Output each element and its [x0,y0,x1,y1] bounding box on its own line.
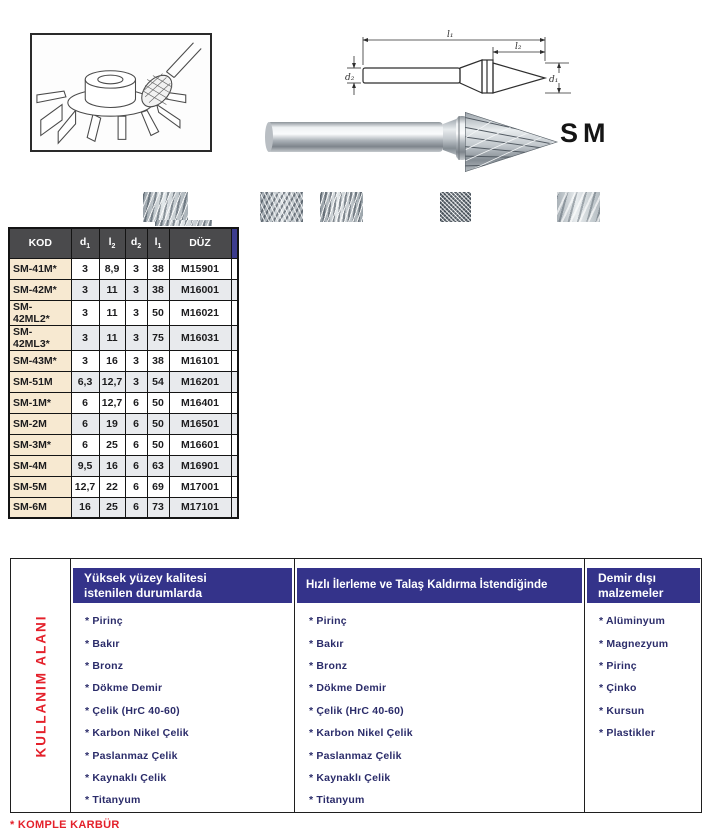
spec-value-cell: 50 [147,300,169,325]
spec-column-header: $l_1$ [147,228,169,258]
burr-texture-photo-3 [320,192,363,222]
spec-value-cell: M16031 [169,325,231,350]
spec-value-cell: M15901 [169,258,231,279]
usage-column [294,559,584,812]
spec-value-cell: M16201 [169,371,231,392]
spec-table-row [9,350,238,371]
usage-item: * Pirinç [599,659,637,672]
spec-value-cell: 50 [147,392,169,413]
spec-value-cell: 38 [147,258,169,279]
spec-code-cell: SM-1M* [9,392,71,413]
spec-value-cell: 54 [147,371,169,392]
spec-value-cell: 3 [125,371,147,392]
spec-value-cell: 50 [147,413,169,434]
usage-item: * Bronz [309,659,348,672]
clipped-next-cell [231,325,238,350]
usage-item: * Kursun [599,704,645,717]
clipped-next-cell [231,455,238,476]
usage-item: * Çelik (HrC 40-60) [309,704,404,717]
spec-table-row [9,497,238,518]
dimension-diagram [345,25,705,117]
product-photo-sm [253,106,588,188]
dim-label-d1: d₁ [549,75,559,85]
spec-value-cell: 75 [147,325,169,350]
spec-value-cell: 19 [99,413,125,434]
dim-label-d2: d₂ [345,73,355,83]
spec-value-cell: 69 [147,476,169,497]
spec-value-cell: 3 [71,258,99,279]
usage-side-column [11,559,71,812]
spec-value-cell: 3 [125,325,147,350]
usage-item: * Bakır [309,637,344,650]
spec-code-cell: SM-5M [9,476,71,497]
burr-texture-photo-1 [143,192,188,222]
usage-item: * Alüminyum [599,615,665,628]
spec-value-cell: 6 [125,476,147,497]
spec-code-cell: SM-43M* [9,350,71,371]
spec-value-cell: M16101 [169,350,231,371]
spec-value-cell: 3 [125,279,147,300]
spec-code-cell: SM-3M* [9,434,71,455]
spec-value-cell: 38 [147,279,169,300]
spec-value-cell: 12,7 [99,371,125,392]
clipped-next-cell [231,434,238,455]
usage-item: * Bronz [85,659,124,672]
usage-column-header: Hızlı İlerleme ve Talaş Kaldırma İstendiğinde [306,579,548,592]
spec-table-row [9,434,238,455]
spec-value-cell: M16501 [169,413,231,434]
spec-value-cell: 25 [99,434,125,455]
dim-label-l1: l₁ [447,30,454,40]
spec-header-row [9,228,238,258]
usage-item-list [585,603,702,744]
spec-column-header: DÜZ [169,228,231,258]
spec-value-cell: 11 [99,325,125,350]
spec-value-cell: M16901 [169,455,231,476]
spec-value-cell: M16021 [169,300,231,325]
spec-value-cell: 6,3 [71,371,99,392]
spec-column-header: $d_2$ [125,228,147,258]
spec-value-cell: 16 [71,497,99,518]
clipped-next-column-header [231,228,238,258]
spec-table-row [9,476,238,497]
burr-texture-photo-4 [440,192,471,222]
spec-value-cell: M16601 [169,434,231,455]
clipped-next-cell [231,350,238,371]
finned-workpiece-sketch [32,35,210,150]
spec-value-cell: M17001 [169,476,231,497]
spec-table [8,227,239,519]
spec-code-cell: SM-42ML2* [9,300,71,325]
spec-code-cell: SM-42M* [9,279,71,300]
carbide-footnote: * KOMPLE KARBÜR [10,819,120,831]
usage-column-heading [587,568,700,603]
spec-value-cell: 6 [125,392,147,413]
product-code-label: SM [560,118,611,148]
spec-value-cell: 6 [125,497,147,518]
spec-value-cell: M16001 [169,279,231,300]
spec-value-cell: 3 [71,350,99,371]
usage-item: * Dökme Demir [85,682,163,695]
application-illustration [30,33,212,152]
usage-column [71,559,294,812]
spec-value-cell: 3 [71,279,99,300]
usage-column [584,559,702,812]
spec-value-cell: 25 [99,497,125,518]
spec-value-cell: 8,9 [99,258,125,279]
clipped-next-cell [231,497,238,518]
clipped-next-cell [231,392,238,413]
spec-table-body [9,258,238,518]
spec-value-cell: 50 [147,434,169,455]
dim-label-l2: l₂ [515,42,522,52]
spec-value-cell: 6 [125,434,147,455]
usage-item: * Kaynaklı Çelik [85,771,167,784]
usage-item: * Pirinç [309,615,347,628]
usage-item: * Karbon Nikel Çelik [309,727,413,740]
spec-value-cell: M17101 [169,497,231,518]
spec-value-cell: 38 [147,350,169,371]
spec-table-row [9,258,238,279]
spec-table-row [9,455,238,476]
spec-value-cell: 3 [125,300,147,325]
burr-texture-photo-2 [260,192,303,222]
usage-column-heading [297,568,582,603]
spec-column-header: $d_1$ [71,228,99,258]
clipped-next-cell [231,371,238,392]
spec-value-cell: 11 [99,300,125,325]
spec-value-cell: 12,7 [71,476,99,497]
spec-value-cell: 73 [147,497,169,518]
burr-texture-photo-sliver [155,220,212,226]
spec-code-cell: SM-51M [9,371,71,392]
spec-value-cell: 22 [99,476,125,497]
usage-item: * Karbon Nikel Çelik [85,727,189,740]
spec-value-cell: 3 [125,350,147,371]
spec-value-cell: 6 [125,413,147,434]
usage-item-list [71,603,294,812]
spec-value-cell: 63 [147,455,169,476]
usage-side-label: KULLANIM ALANI [33,614,48,757]
spec-value-cell: 16 [99,350,125,371]
usage-item: * Çinko [599,682,637,695]
spec-table-row [9,392,238,413]
burr-texture-photo-5 [557,192,600,222]
spec-code-cell: SM-42ML3* [9,325,71,350]
spec-value-cell: M16401 [169,392,231,413]
spec-value-cell: 9,5 [71,455,99,476]
spec-value-cell: 11 [99,279,125,300]
usage-item: * Çelik (HrC 40-60) [85,704,180,717]
spec-code-cell: SM-2M [9,413,71,434]
usage-item: * Paslanmaz Çelik [309,749,402,762]
spec-value-cell: 3 [71,325,99,350]
spec-value-cell: 3 [71,300,99,325]
spec-table-row [9,371,238,392]
usage-column-heading [73,568,292,603]
spec-value-cell: 6 [71,434,99,455]
spec-value-cell: 16 [99,455,125,476]
spec-value-cell: 3 [125,258,147,279]
spec-value-cell: 12,7 [99,392,125,413]
spec-table-row [9,413,238,434]
usage-item: * Magnezyum [599,637,669,650]
spec-code-cell: SM-4M [9,455,71,476]
usage-item: * Titanyum [309,794,365,807]
spec-column-header: KOD [9,228,71,258]
clipped-next-cell [231,300,238,325]
usage-item: * Bakır [85,637,120,650]
spec-column-header: $l_2$ [99,228,125,258]
usage-item: * Plastikler [599,727,656,740]
spec-value-cell: 6 [125,455,147,476]
spec-table-row [9,279,238,300]
clipped-next-cell [231,413,238,434]
usage-item: * Kaynaklı Çelik [309,771,391,784]
clipped-next-cell [231,476,238,497]
spec-value-cell: 6 [71,392,99,413]
usage-item: * Paslanmaz Çelik [85,749,178,762]
spec-code-cell: SM-6M [9,497,71,518]
spec-table-row [9,325,238,350]
spec-table-row [9,300,238,325]
spec-code-cell: SM-41M* [9,258,71,279]
usage-item: * Pirinç [85,615,123,628]
clipped-next-cell [231,279,238,300]
usage-column-header: Demir dışı malzemeler [598,570,664,600]
usage-area-table [10,558,702,813]
usage-item: * Titanyum [85,794,141,807]
usage-column-header: Yüksek yüzey kalitesi istenilen durumlarda [84,570,207,600]
spec-value-cell: 6 [71,413,99,434]
usage-item: * Dökme Demir [309,682,387,695]
clipped-next-cell [231,258,238,279]
usage-item-list [295,603,584,812]
